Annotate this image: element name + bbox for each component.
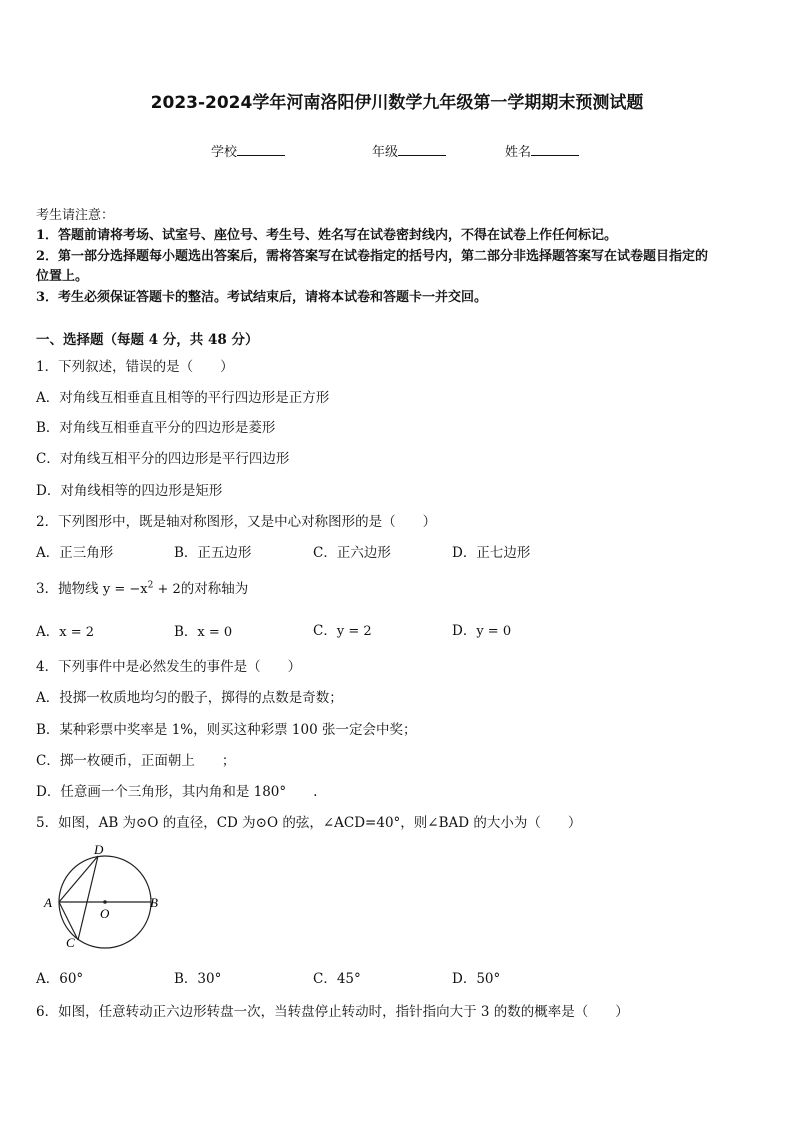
q3-formula: $y = -x^2 + 2$ xyxy=(102,580,181,597)
q4-option-c[interactable]: C．掷一枚硬币，正面朝上 ； xyxy=(36,753,236,769)
notice-item-2: 2．第一部分选择题每小题选出答案后，需将答案写在试卷指定的括号内，第二部分非选择题答案写在试卷题目指定的 xyxy=(36,249,709,264)
q2-option-c[interactable]: C．正六边形 xyxy=(313,545,391,561)
q5-option-b[interactable]: B．30° xyxy=(174,971,222,987)
q1-stem: 1．下列叙述，错误的是（ ） xyxy=(36,359,234,375)
q5-option-d[interactable]: D．50° xyxy=(452,971,501,987)
notice-heading: 考生请注意： xyxy=(36,208,115,223)
q2-option-d[interactable]: D．正七边形 xyxy=(452,545,531,561)
q1-option-c[interactable]: C．对角线互相平分的四边形是平行四边形 xyxy=(36,451,290,467)
name-field xyxy=(505,141,579,160)
section-heading: 一、选择题（每题 4 分，共 48 分） xyxy=(36,332,259,348)
q3-option-a[interactable]: A．x = 2 xyxy=(36,624,95,640)
q5-option-a[interactable]: A．60° xyxy=(36,971,84,987)
name-label: 姓名 xyxy=(505,145,532,160)
name-blank[interactable] xyxy=(531,143,579,156)
q4-option-a[interactable]: A．投掷一枚质地均匀的骰子，掷得的点数是奇数； xyxy=(36,690,343,706)
q2-option-b[interactable]: B．正五边形 xyxy=(174,545,252,561)
q5-option-c[interactable]: C．45° xyxy=(313,971,361,987)
grade-blank[interactable] xyxy=(398,143,446,156)
q2-stem: 2．下列图形中，既是轴对称图形，又是中心对称图形的是（ ） xyxy=(36,514,437,530)
q3-option-c[interactable]: C．y = 2 xyxy=(313,623,372,639)
q3-option-d[interactable]: D．y = 0 xyxy=(452,623,512,639)
q4-option-b[interactable]: B．某种彩票中奖率是 1%，则买这种彩票 100 张一定会中奖； xyxy=(36,722,417,738)
q6-stem: 6．如图，任意转动正六边形转盘一次，当转盘停止转动时，指针指向大于 3 的数的概率是（ ） xyxy=(36,1004,629,1020)
notice-item-2-cont: 位置上。 xyxy=(36,269,89,284)
q2-option-a[interactable]: A．正三角形 xyxy=(36,545,114,561)
school-label: 学校 xyxy=(211,145,238,160)
label-a: A xyxy=(44,895,52,910)
grade-label: 年级 xyxy=(372,145,399,160)
q4-option-d[interactable]: D．任意画一个三角形，其内角和是 180° . xyxy=(36,784,318,800)
label-b: B xyxy=(150,895,158,910)
notice-item-3: 3．考生必须保证答题卡的整洁。考试结束后，请将本试卷和答题卡一并交回。 xyxy=(36,290,488,305)
q1-option-b[interactable]: B．对角线互相垂直平分的四边形是菱形 xyxy=(36,420,276,436)
q3-stem-suffix: 的对称轴为 xyxy=(180,581,249,597)
label-d: D xyxy=(94,842,104,857)
label-o: O xyxy=(100,906,110,921)
q5-circle-figure xyxy=(36,840,166,950)
q3-stem-prefix: 3．抛物线 xyxy=(36,581,99,597)
grade-field xyxy=(372,141,446,160)
notice-item-1: 1．答题前请将考场、试室号、座位号、考生号、姓名写在试卷密封线内，不得在试卷上作任何标记。 xyxy=(36,228,618,243)
school-blank[interactable] xyxy=(237,143,285,156)
center-point xyxy=(103,900,107,904)
q5-stem: 5．如图，AB 为⊙O 的直径，CD 为⊙O 的弦，∠ACD=40°，则∠BAD 的大小为（ ） xyxy=(36,815,582,831)
page-title: 2023-2024学年河南洛阳伊川数学九年级第一学期期末预测试题 xyxy=(150,93,644,113)
q1-option-a[interactable]: A．对角线互相垂直且相等的平行四边形是正方形 xyxy=(36,390,330,406)
school-field xyxy=(211,141,285,160)
q1-option-d[interactable]: D．对角线相等的四边形是矩形 xyxy=(36,483,223,499)
q3-option-b[interactable]: B．x = 0 xyxy=(174,624,233,640)
q4-stem: 4．下列事件中是必然发生的事件是（ ） xyxy=(36,659,302,675)
label-c: C xyxy=(66,935,75,950)
q3-stem xyxy=(36,577,248,597)
